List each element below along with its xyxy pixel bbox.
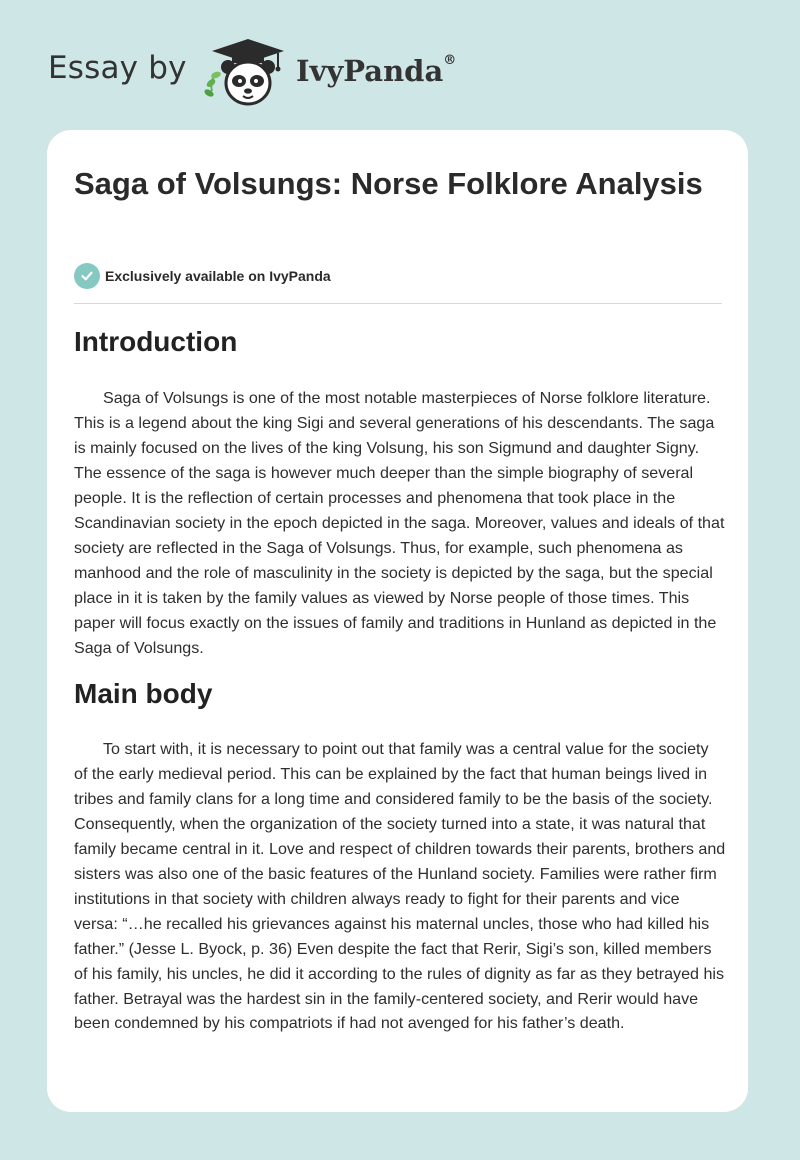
article-card xyxy=(47,130,748,1112)
divider xyxy=(74,303,722,304)
brand-logo-text[interactable]: IvyPanda® xyxy=(296,53,457,88)
section-paragraph-main-body: To start with, it is necessary to point out that family was a central value for the society of the early medieval period. This can be explained by the fact that human beings lived in tribes and family clans for a long time and considered family to be the basis of the society. Consequently, when the organization of the society turned into a state, it was natural that family became central in it. Love and respect of children towards their parents, brothers and sisters was also one of the basic features of the Hunland society. Families were rather firm institutions in that society with children always ready to fight for their parents and vice versa: “…he recalled his grievances against his maternal uncles, those who had killed his father.” (Jesse L. Byock, p. 36) Even despite the fact that Rerir, Sigi’s son, killed members of his family, his uncles, he did it according to the rules of dignity as far as they betrayed his father. Betrayal was the hardest sin in the family-centered society, and Rerir would have been condemned by his compatriots if had not avenged for his father’s death. xyxy=(74,740,726,1033)
section-paragraph-introduction: Saga of Volsungs is one of the most notable masterpieces of Norse folklore literature. This is a legend about the king Sigi and several generations of his descendants. The saga is mainly focused on the lives of the king Volsung, his son Sigmund and daughter Signy. The essence of the saga is however much deeper than the simple biography of several people. It is the reflection of certain processes and phenomena that took place in the Scandinavian society in the epoch depicted in the saga. Moreover, values and ideals of that society are reflected in the Saga of Volsungs. Thus, for example, such phenomena as manhood and the role of masculinity in the society is depicted by the saga, but the special place in it is taken by the family values as viewed by Norse people of those times. This paper will focus exactly on the issues of family and traditions in Hunland as depicted in the Saga of Volsungs. xyxy=(74,389,725,657)
exclusive-badge-label: Exclusively available on IvyPanda xyxy=(105,268,331,284)
section-heading-introduction: Introduction xyxy=(74,326,238,357)
panda-graduation-cap-icon[interactable] xyxy=(198,33,294,111)
check-icon xyxy=(74,263,100,289)
essay-by-label: Essay by xyxy=(48,50,187,86)
page-title: Saga of Volsungs: Norse Folklore Analysis xyxy=(74,166,703,201)
exclusive-badge xyxy=(74,263,331,289)
section-heading-main-body: Main body xyxy=(74,678,213,709)
site-header xyxy=(0,0,800,130)
